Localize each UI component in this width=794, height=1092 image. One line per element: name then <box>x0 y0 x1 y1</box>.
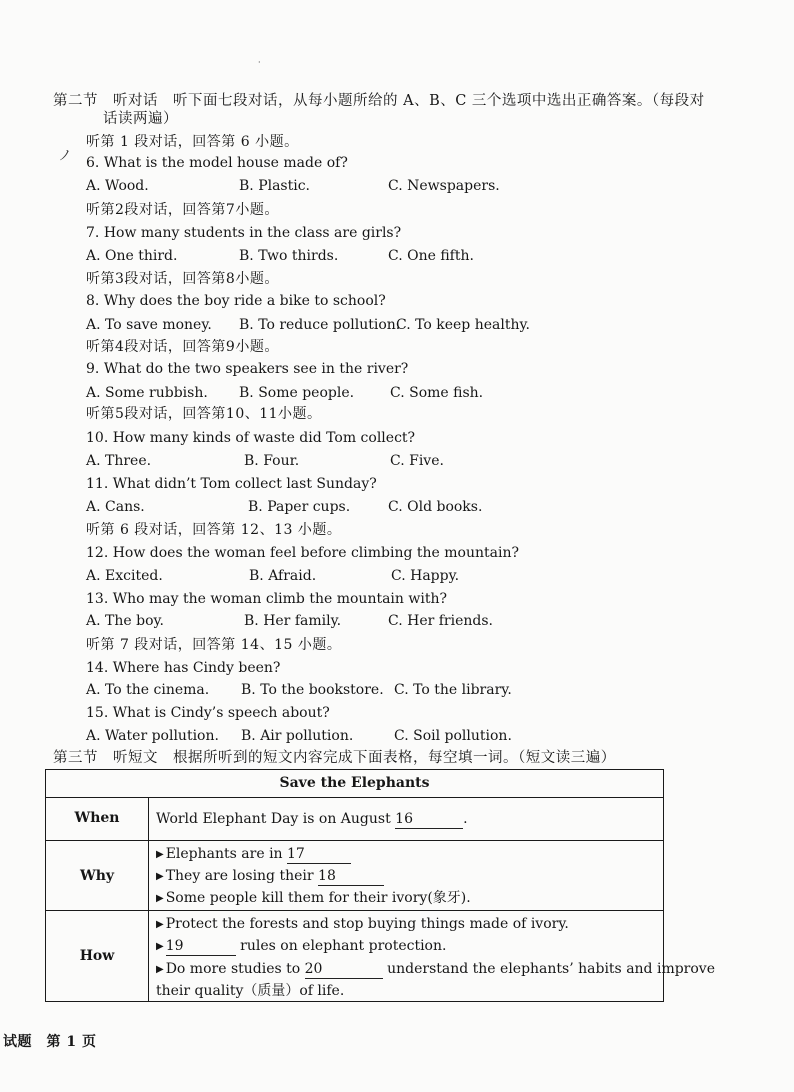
table-divider <box>46 910 663 911</box>
bullet-icon: ▶ <box>156 964 164 975</box>
question-8: 8. Why does the boy ride a bike to school? <box>86 293 386 309</box>
question-6: 6. What is the model house made of? <box>86 155 348 171</box>
option-6a[interactable]: A. Wood. <box>86 178 149 194</box>
option-12c[interactable]: C. Happy. <box>391 568 460 584</box>
how-line-2: ▶ 19 rules on elephant protection. <box>156 938 447 954</box>
option-7c[interactable]: C. One fifth. <box>388 248 474 264</box>
option-15b[interactable]: B. Air pollution. <box>241 728 354 744</box>
option-15c[interactable]: C. Soil pollution. <box>394 728 512 744</box>
option-13a[interactable]: A. The boy. <box>86 613 164 629</box>
row-label-when: When <box>74 810 120 826</box>
option-6b[interactable]: B. Plastic. <box>239 178 311 194</box>
option-15a[interactable]: A. Water pollution. <box>86 728 219 744</box>
section-2-heading: 第二节 听对话 听下面七段对话，从每小题所给的 A、B、C 三个选项中选出正确答案。（每段对 <box>53 93 705 109</box>
option-8b[interactable]: B. To reduce pollution. <box>239 317 401 333</box>
page-footer: 试题 第 1 页 <box>3 1034 97 1050</box>
table-column-divider <box>148 797 149 1001</box>
option-9b[interactable]: B. Some people. <box>239 385 355 401</box>
blank-18[interactable]: 18 <box>318 867 384 886</box>
question-15: 15. What is Cindy’s speech about? <box>86 705 330 721</box>
option-7b[interactable]: B. Two thirds. <box>239 248 339 264</box>
group-intro-4: 听第4段对话，回答第9小题。 <box>86 339 279 355</box>
bullet-icon: ▶ <box>156 919 164 930</box>
scan-mark: · <box>258 58 261 67</box>
option-13c[interactable]: C. Her friends. <box>388 613 493 629</box>
section-3-heading: 第三节 听短文 根据所听到的短文内容完成下面表格，每空填一词。（短文读三遍） <box>53 750 616 766</box>
table-title: Save the Elephants <box>279 775 430 791</box>
when-line: World Elephant Day is on August 16 . <box>156 811 468 827</box>
bullet-icon: ▶ <box>156 849 164 860</box>
how-line-3: ▶ Do more studies to 20 understand the elephants’ habits and improve <box>156 961 715 977</box>
option-11a[interactable]: A. Cans. <box>86 499 145 515</box>
option-11b[interactable]: B. Paper cups. <box>248 499 351 515</box>
group-intro-1: 听第 1 段对话，回答第 6 小题。 <box>86 134 299 150</box>
option-14b[interactable]: B. To the bookstore. <box>241 682 384 698</box>
section-2-heading-cont: 话读两遍） <box>103 111 178 127</box>
question-11: 11. What didn’t Tom collect last Sunday? <box>86 476 377 492</box>
question-10: 10. How many kinds of waste did Tom collect? <box>86 430 416 446</box>
question-14: 14. Where has Cindy been? <box>86 660 281 676</box>
option-8c[interactable]: C. To keep healthy. <box>396 317 530 333</box>
elephant-table <box>45 769 715 1002</box>
table-divider <box>46 797 663 798</box>
why-line-3: ▶ Some people kill them for their ivory(象牙). <box>156 890 471 906</box>
option-13b[interactable]: B. Her family. <box>244 613 342 629</box>
bullet-icon: ▶ <box>156 871 164 882</box>
option-10b[interactable]: B. Four. <box>244 453 300 469</box>
blank-17[interactable]: 17 <box>287 845 351 864</box>
row-label-how: How <box>79 948 115 964</box>
option-12a[interactable]: A. Excited. <box>86 568 163 584</box>
question-7: 7. How many students in the class are girls? <box>86 225 402 241</box>
option-9a[interactable]: A. Some rubbish. <box>86 385 208 401</box>
blank-16[interactable]: 16 <box>395 810 463 829</box>
why-line-1: ▶ Elephants are in 17 <box>156 845 351 864</box>
how-line-4: their quality（质量）of life. <box>156 983 345 999</box>
option-8a[interactable]: A. To save money. <box>86 317 212 333</box>
question-13: 13. Who may the woman climb the mountain with? <box>86 591 447 607</box>
group-intro-2: 听第2段对话，回答第7小题。 <box>86 202 279 218</box>
option-14c[interactable]: C. To the library. <box>394 682 512 698</box>
option-10c[interactable]: C. Five. <box>390 453 444 469</box>
row-label-why: Why <box>79 868 115 884</box>
scan-mark: ノ <box>58 148 72 164</box>
option-7a[interactable]: A. One third. <box>86 248 178 264</box>
group-intro-5: 听第5段对话，回答第10、11小题。 <box>86 406 322 422</box>
option-11c[interactable]: C. Old books. <box>388 499 483 515</box>
group-intro-7: 听第 7 段对话，回答第 14、15 小题。 <box>86 637 342 653</box>
how-line-1: ▶ Protect the forests and stop buying things made of ivory. <box>156 916 569 932</box>
bullet-icon: ▶ <box>156 893 164 904</box>
option-12b[interactable]: B. Afraid. <box>249 568 317 584</box>
table-divider <box>46 840 663 841</box>
option-9c[interactable]: C. Some fish. <box>390 385 484 401</box>
question-12: 12. How does the woman feel before climbing the mountain? <box>86 545 519 561</box>
option-14a[interactable]: A. To the cinema. <box>86 682 210 698</box>
blank-20[interactable]: 20 <box>305 960 383 979</box>
bullet-icon: ▶ <box>156 941 164 952</box>
question-9: 9. What do the two speakers see in the river? <box>86 361 409 377</box>
group-intro-6: 听第 6 段对话，回答第 12、13 小题。 <box>86 522 342 538</box>
option-10a[interactable]: A. Three. <box>86 453 152 469</box>
blank-19[interactable]: 19 <box>166 937 236 956</box>
group-intro-3: 听第3段对话，回答第8小题。 <box>86 271 279 287</box>
option-6c[interactable]: C. Newspapers. <box>388 178 500 194</box>
why-line-2: ▶ They are losing their 18 <box>156 867 384 886</box>
